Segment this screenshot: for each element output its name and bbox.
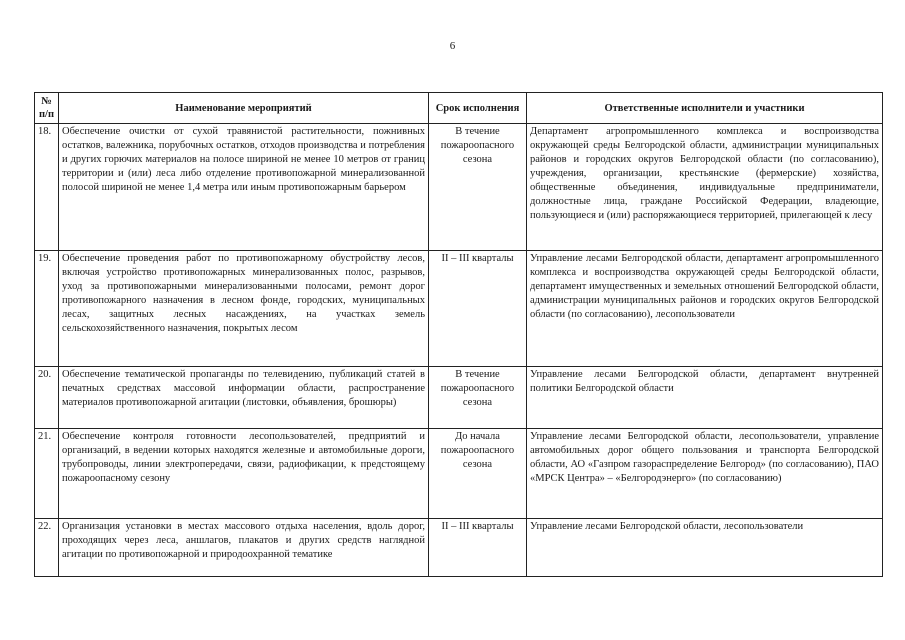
measure-term: II – III кварталы	[429, 251, 527, 367]
row-number: 22.	[35, 519, 59, 577]
table-header-row	[35, 93, 883, 124]
measure-name: Обеспечение очистки от сухой травянистой растительности, пожнивных остатков, валежника, порубочных остатков, отходов производства и потребления и других горючих материалов на полосе шириной не менее 10 метров от границ территории и (или) леса либо отделение противопожарной минерализованной полосой шириной не менее 1,4 метра или иным противопожарным барьером	[59, 124, 429, 251]
row-number: 19.	[35, 251, 59, 367]
header-num: № п/п	[35, 93, 59, 124]
measure-name: Обеспечение тематической пропаганды по телевидению, публикаций статей в печатных средствах массовой информации области, распространение материалов противопожарной агитации (листовки, объявления, брошюры)	[59, 367, 429, 429]
row-number: 20.	[35, 367, 59, 429]
header-executors: Ответственные исполнители и участники	[527, 93, 883, 124]
table-row	[35, 367, 883, 429]
measure-executors: Управление лесами Белгородской области, департамент внутренней политики Белгородской области	[527, 367, 883, 429]
header-term: Срок исполнения	[429, 93, 527, 124]
table-row	[35, 251, 883, 367]
measure-name: Обеспечение контроля готовности лесопользователей, предприятий и организаций, в ведении которых находятся железные и автомобильные дороги, трубопроводы, линии электропередачи, связи, радиофикации, к предстоящему пожароопасному сезону	[59, 429, 429, 519]
measure-term: II – III кварталы	[429, 519, 527, 577]
table-row	[35, 124, 883, 251]
measures-table	[34, 92, 883, 577]
table-row	[35, 429, 883, 519]
header-name: Наименование мероприятий	[59, 93, 429, 124]
measure-term: В течение пожароопасного сезона	[429, 124, 527, 251]
measure-executors: Департамент агропромышленного комплекса и воспроизводства окружающей среды Белгородской области, администрации муниципальных районов и городских округов Белгородской области (по согласованию), учреждения, организации, крестьянские (фермерские) хозяйства, общественные объединения, индивидуальные предприниматели, должностные лица, граждане Российской Федерации, владеющие, пользующиеся и (или) распоряжающиеся территорией, прилегающей к лесу	[527, 124, 883, 251]
measure-term: До начала пожароопасного сезона	[429, 429, 527, 519]
measure-executors: Управление лесами Белгородской области, лесопользователи, управление автомобильных дорог общего пользования и транспорта Белгородской области, АО «Газпром газораспределение Белгород» (по согласованию), ПАО «МРСК Центра» – «Белгородэнерго» (по согласованию)	[527, 429, 883, 519]
row-number: 18.	[35, 124, 59, 251]
measure-executors: Управление лесами Белгородской области, лесопользователи	[527, 519, 883, 577]
table-row	[35, 519, 883, 577]
measure-name: Обеспечение проведения работ по противопожарному обустройству лесов, включая устройство противопожарных минерализованных полос, разрывов, уход за противопожарными минерализованными полосами, ремонт дорог противопожарного назначения в лесном фонде, городских, муниципальных лесах, защитных лесных насаждениях, на участках земель сельскохозяйственного назначения, покрытых лесом	[59, 251, 429, 367]
page-number: 6	[449, 40, 456, 52]
measure-term: В течение пожароопасного сезона	[429, 367, 527, 429]
row-number: 21.	[35, 429, 59, 519]
measure-name: Организация установки в местах массового отдыха населения, вдоль дорог, проходящих через леса, аншлагов, плакатов и других средств наглядной агитации по противопожарной и природоохранной тематике	[59, 519, 429, 577]
measure-executors: Управление лесами Белгородской области, департамент агропромышленного комплекса и воспроизводства окружающей среды Белгородской области, департамент имущественных и земельных отношений Белгородской области, администрации муниципальных районов и городских округов Белгородской области (по согласованию), лесопользователи	[527, 251, 883, 367]
